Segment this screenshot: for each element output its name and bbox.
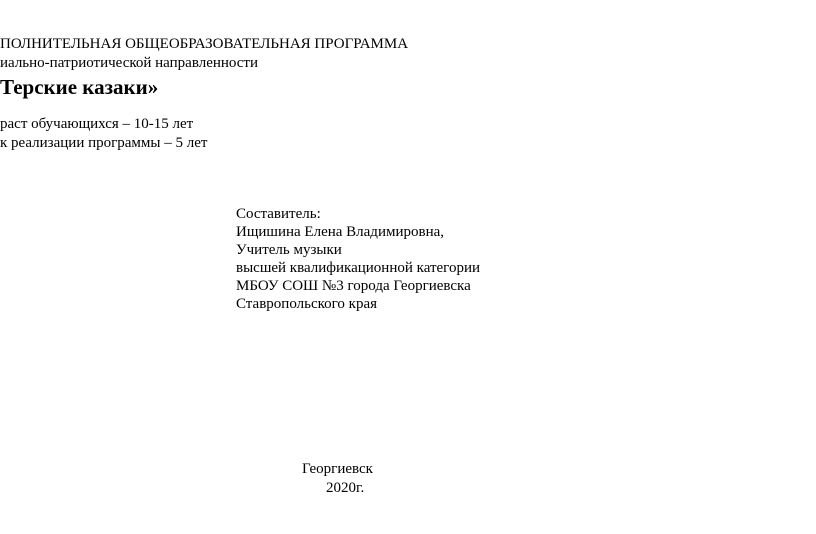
program-duration: к реализации программы – 5 лет [0,135,208,151]
compiler-label: Составитель: [236,206,321,222]
student-age: раст обучающихся – 10-15 лет [0,116,194,132]
compiler-position: Учитель музыки [236,242,342,258]
compiler-block [236,205,480,313]
city: Георгиевск [302,461,373,477]
compiler-name: Ищишина Елена Владимировна, [236,224,445,240]
compiler-qualification: высшей квалификационной категории [236,260,481,276]
program-direction: иально-патриотической направленности [0,55,259,71]
program-title: ПОЛНИТЕЛЬНАЯ ОБЩЕОБРАЗОВАТЕЛЬНАЯ ПРОГРАММА [0,36,409,52]
compiler-school: МБОУ СОШ №3 города Георгиевска [236,278,471,294]
program-name: Терские казаки» [0,75,159,99]
compiler-region: Ставропольского края [236,296,377,312]
year: 2020г. [326,480,365,496]
